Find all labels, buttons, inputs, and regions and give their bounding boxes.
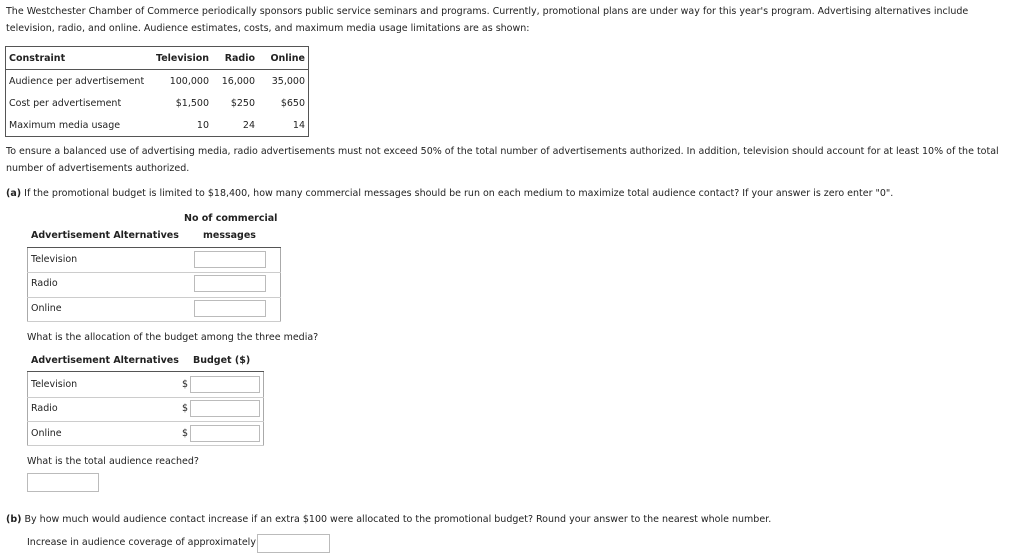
- constraints-table: [5, 46, 309, 137]
- row-divider: [27, 321, 281, 322]
- left-border: [27, 372, 28, 446]
- messages-col-header-line1: No of commercial: [184, 213, 278, 224]
- header-online: Online: [258, 47, 309, 70]
- cell-online: $650: [280, 97, 305, 109]
- increase-input[interactable]: [257, 534, 330, 553]
- cell-online: 14: [292, 119, 305, 131]
- part-a-question: [6, 188, 893, 199]
- messages-row-online: Online: [31, 303, 62, 314]
- messages-table: [27, 210, 281, 322]
- balance-text: To ensure a balanced use of advertising media, radio advertisements must not exceed 50% of the total number of advertisements authorized. In addition, television should account for at least 10% of the total number of advertisements authorized.: [6, 146, 999, 174]
- intro-text: The Westchester Chamber of Commerce periodically sponsors public service seminars and programs. Currently, promotional plans are under way for this year's program. Advertising alternatives include television, radio, and online. Audience estimates, costs, and maximum media usage limitations are as shown:: [6, 6, 969, 34]
- row-divider: [27, 297, 281, 298]
- header-radio: Radio: [212, 47, 258, 70]
- table-row: [6, 92, 309, 114]
- messages-row-television: Television: [31, 254, 78, 265]
- part-a-text: If the promotional budget is limited to $18,400, how many commercial messages should be run on each medium to maximize total audience contact? If your answer is zero enter "0".: [24, 188, 894, 199]
- audience-question: What is the total audience reached?: [27, 456, 199, 467]
- budget-col-alternatives: Advertisement Alternatives: [31, 355, 179, 366]
- cell-tv: 100,000: [169, 75, 209, 87]
- budget-row-online: Online: [31, 428, 62, 439]
- part-b-question: [6, 514, 771, 525]
- row-label: Cost per advertisement: [9, 97, 122, 109]
- budget-col-budget: Budget ($): [193, 355, 251, 366]
- cell-online: 35,000: [271, 75, 305, 87]
- part-b-label: (b): [6, 514, 22, 525]
- header-divider: [27, 371, 264, 372]
- row-divider: [27, 421, 264, 422]
- radio-messages-input[interactable]: [194, 275, 266, 292]
- row-divider: [27, 397, 264, 398]
- budget-row-radio: Radio: [31, 403, 58, 414]
- allocation-question: What is the allocation of the budget among the three media?: [27, 332, 319, 343]
- header-television: Television: [152, 47, 212, 70]
- online-messages-input[interactable]: [194, 300, 266, 317]
- cell-tv: $1,500: [175, 97, 209, 109]
- header-constraint: Constraint: [6, 47, 153, 70]
- tv-budget-input[interactable]: [190, 376, 260, 393]
- messages-col-alternatives: Advertisement Alternatives: [31, 230, 179, 241]
- row-label: Maximum media usage: [9, 119, 121, 131]
- row-label: Audience per advertisement: [9, 75, 145, 87]
- tv-messages-input[interactable]: [194, 251, 266, 268]
- dollar-sign: $: [182, 403, 189, 414]
- messages-row-radio: Radio: [31, 278, 58, 289]
- dollar-sign: $: [182, 379, 189, 390]
- budget-table: [27, 351, 264, 446]
- radio-budget-input[interactable]: [190, 400, 260, 417]
- right-border: [263, 372, 264, 446]
- part-a-label: (a): [6, 188, 22, 199]
- cell-radio: 16,000: [221, 75, 255, 87]
- budget-row-television: Television: [31, 379, 78, 390]
- online-budget-input[interactable]: [190, 425, 260, 442]
- total-audience-input[interactable]: [27, 473, 99, 492]
- table-row: [6, 114, 309, 137]
- row-divider: [27, 445, 264, 446]
- part-b-text: By how much would audience contact increase if an extra $100 were allocated to the promotional budget? Round your answer to the nearest whole number.: [24, 514, 772, 525]
- increase-prefix: Increase in audience coverage of approximately: [27, 537, 256, 548]
- right-border: [280, 248, 281, 322]
- table-row: [6, 70, 309, 93]
- row-divider: [27, 272, 281, 273]
- left-border: [27, 248, 28, 322]
- cell-tv: 10: [196, 119, 209, 131]
- dollar-sign: $: [182, 428, 189, 439]
- cell-radio: $250: [230, 97, 255, 109]
- cell-radio: 24: [242, 119, 255, 131]
- header-divider: [27, 247, 281, 248]
- messages-col-header-line2: messages: [203, 230, 256, 241]
